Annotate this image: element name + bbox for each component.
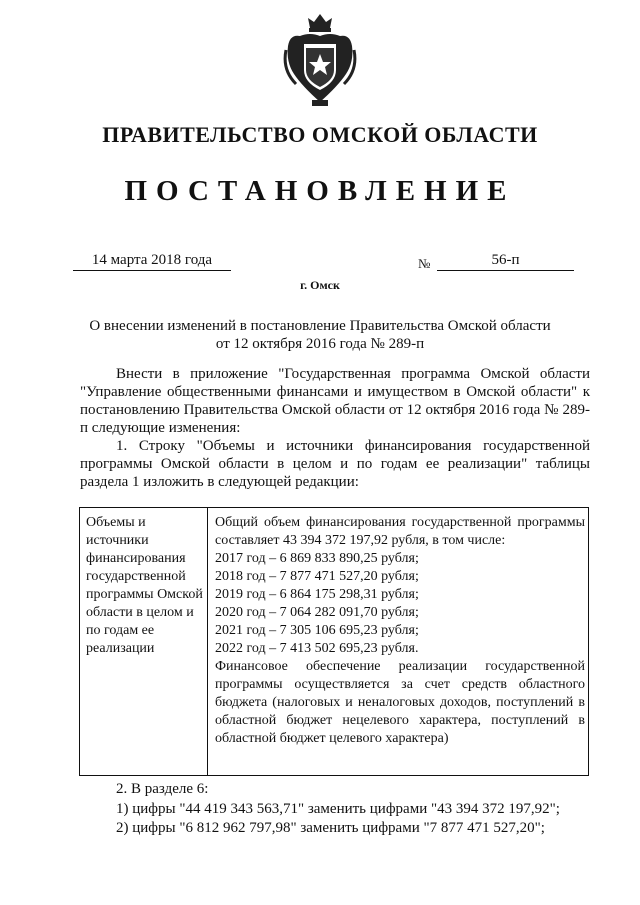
body-paragraph-1: Внести в приложение "Государственная программа Омской области "Управление общественными финансами и имуществом в Омской области" к постановлению Правительства Омской области от 12 октября 2016 года № 289-п следующие изменения: xyxy=(80,366,590,436)
year-row: 2020 год – 7 064 282 091,70 рубля; xyxy=(215,605,419,620)
coat-of-arms-icon xyxy=(282,10,358,110)
amendment-item-2: 2) цифры "6 812 962 797,98" заменить цифрами "7 877 471 527,20"; xyxy=(116,820,545,836)
document-date: 14 марта 2018 года xyxy=(73,252,231,271)
subject-line-2: от 12 октября 2016 года № 289-п xyxy=(215,336,425,352)
subject-line-1: О внесении изменений в постановление Правительства Омской области xyxy=(89,318,551,334)
city: г. Омск xyxy=(300,278,340,292)
year-row: 2017 год – 6 869 833 890,25 рубля; xyxy=(215,551,419,566)
year-row: 2018 год – 7 877 471 527,20 рубля; xyxy=(215,569,419,584)
government-title: ПРАВИТЕЛЬСТВО ОМСКОЙ ОБЛАСТИ xyxy=(102,122,538,147)
document-number: 56-п xyxy=(437,252,574,271)
year-row: 2019 год – 6 864 175 298,31 рубля; xyxy=(215,587,419,602)
body-paragraph-2: 1. Строку "Объемы и источники финансирования государственной программы Омской области в целом и по годам ее реализации" таблицы раздела 1 изложить в следующей редакции: xyxy=(80,438,590,490)
year-row: 2022 год – 7 413 502 695,23 рубля. xyxy=(215,641,419,656)
document-subject xyxy=(0,317,640,353)
financing-note: Финансовое обеспечение реализации государственной программы осуществляется за счет средств областного бюджета (налоговых и неналоговых доходов, поступлений в областной бюджет нецелевого характера, поступлений в областной бюджет целевого характера) xyxy=(215,659,585,746)
document-type: ПОСТАНОВЛЕНИЕ xyxy=(124,175,516,207)
table-divider xyxy=(207,508,208,775)
section-6-heading: 2. В разделе 6: xyxy=(116,781,209,797)
year-row: 2021 год – 7 305 106 695,23 рубля; xyxy=(215,623,419,638)
financing-table xyxy=(79,507,589,776)
number-prefix: № xyxy=(418,256,431,271)
amendment-item-1: 1) цифры "44 419 343 563,71" заменить цифрами "43 394 372 197,92"; xyxy=(116,801,560,817)
financing-intro: Общий объем финансирования государственной программы составляет 43 394 372 197,92 рубля, в том числе: xyxy=(215,515,585,548)
table-right-cell xyxy=(215,514,585,748)
table-left-cell: Объемы и источники финансирования государственной программы Омской области в целом и по годам ее реализации xyxy=(86,515,203,656)
